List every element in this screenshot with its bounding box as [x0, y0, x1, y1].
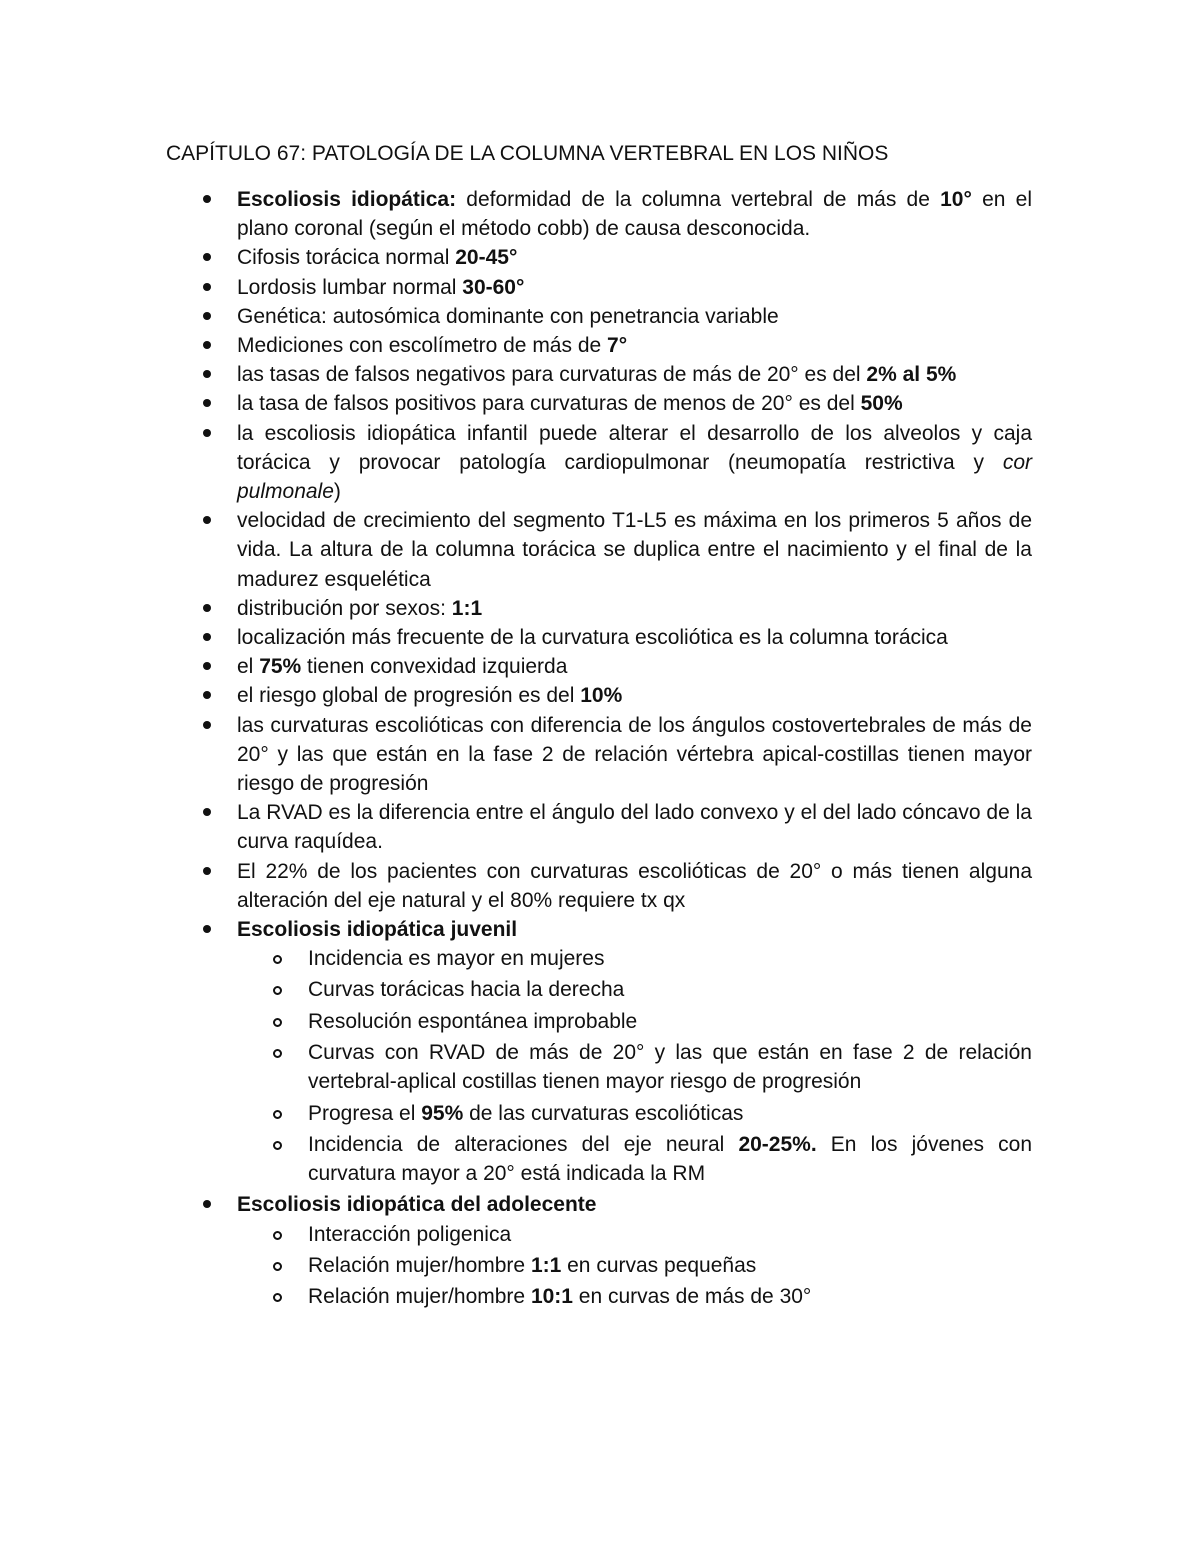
- main-bullet-list: [237, 185, 1032, 1313]
- list-item: Lordosis lumbar normal 30-60°: [237, 273, 1032, 302]
- sub-list-item: Curvas torácicas hacia la derecha: [308, 975, 1032, 1004]
- sub-list-item: Incidencia es mayor en mujeres: [308, 944, 1032, 973]
- section-adolescente: [237, 1190, 1032, 1311]
- list-item: el riesgo global de progresión es del 10%: [237, 681, 1032, 710]
- sub-bullet-list: [237, 1220, 1032, 1312]
- list-item: la escoliosis idiopática infantil puede alterar el desarrollo de los alveolos y caja torácica y provocar patología cardiopulmonar (neumopatía restrictiva y cor pulmonale): [237, 419, 1032, 507]
- sub-bullet-list: [237, 944, 1032, 1188]
- list-item: velocidad de crecimiento del segmento T1-L5 es máxima en los primeros 5 años de vida. La altura de la columna torácica se duplica entre el nacimiento y el final de la madurez esquelética: [237, 506, 1032, 594]
- section-heading: Escoliosis idiopática del adolecente: [237, 1193, 597, 1217]
- list-item: las tasas de falsos negativos para curvaturas de más de 20° es del 2% al 5%: [237, 360, 1032, 389]
- list-item: La RVAD es la diferencia entre el ángulo del lado convexo y el del lado cóncavo de la curva raquídea.: [237, 798, 1032, 856]
- sub-list-item: Relación mujer/hombre 10:1 en curvas de más de 30°: [308, 1282, 1032, 1311]
- list-item: la tasa de falsos positivos para curvaturas de menos de 20° es del 50%: [237, 389, 1032, 418]
- list-item: Genética: autosómica dominante con penetrancia variable: [237, 302, 1032, 331]
- list-item: Mediciones con escolímetro de más de 7°: [237, 331, 1032, 360]
- list-item: localización más frecuente de la curvatura escoliótica es la columna torácica: [237, 623, 1032, 652]
- sub-list-item: Progresa el 95% de las curvaturas escolióticas: [308, 1099, 1032, 1128]
- list-item: Escoliosis idiopática: deformidad de la columna vertebral de más de 10° en el plano coronal (según el método cobb) de causa desconocida.: [237, 185, 1032, 243]
- section-heading: Escoliosis idiopática juvenil: [237, 918, 518, 942]
- list-item: distribución por sexos: 1:1: [237, 594, 1032, 623]
- chapter-title: CAPÍTULO 67: PATOLOGÍA DE LA COLUMNA VERTEBRAL EN LOS NIÑOS: [166, 142, 889, 165]
- section-juvenil: [237, 915, 1032, 1188]
- sub-list-item: Interacción poligenica: [308, 1220, 1032, 1249]
- sub-list-item: Incidencia de alteraciones del eje neural 20-25%. En los jóvenes con curvatura mayor a 20° está indicada la RM: [308, 1130, 1032, 1189]
- list-item: las curvaturas escolióticas con diferencia de los ángulos costovertebrales de más de 20° y las que están en la fase 2 de relación vértebra apical-costillas tienen mayor riesgo de progresión: [237, 711, 1032, 799]
- sub-list-item: Resolución espontánea improbable: [308, 1007, 1032, 1036]
- list-item: Cifosis torácica normal 20-45°: [237, 243, 1032, 272]
- sub-list-item: Curvas con RVAD de más de 20° y las que están en fase 2 de relación vertebral-aplical costillas tienen mayor riesgo de progresión: [308, 1038, 1032, 1097]
- sub-list-item: Relación mujer/hombre 1:1 en curvas pequeñas: [308, 1251, 1032, 1280]
- list-item: El 22% de los pacientes con curvaturas escolióticas de 20° o más tienen alguna alteración del eje natural y el 80% requiere tx qx: [237, 857, 1032, 915]
- list-item: el 75% tienen convexidad izquierda: [237, 652, 1032, 681]
